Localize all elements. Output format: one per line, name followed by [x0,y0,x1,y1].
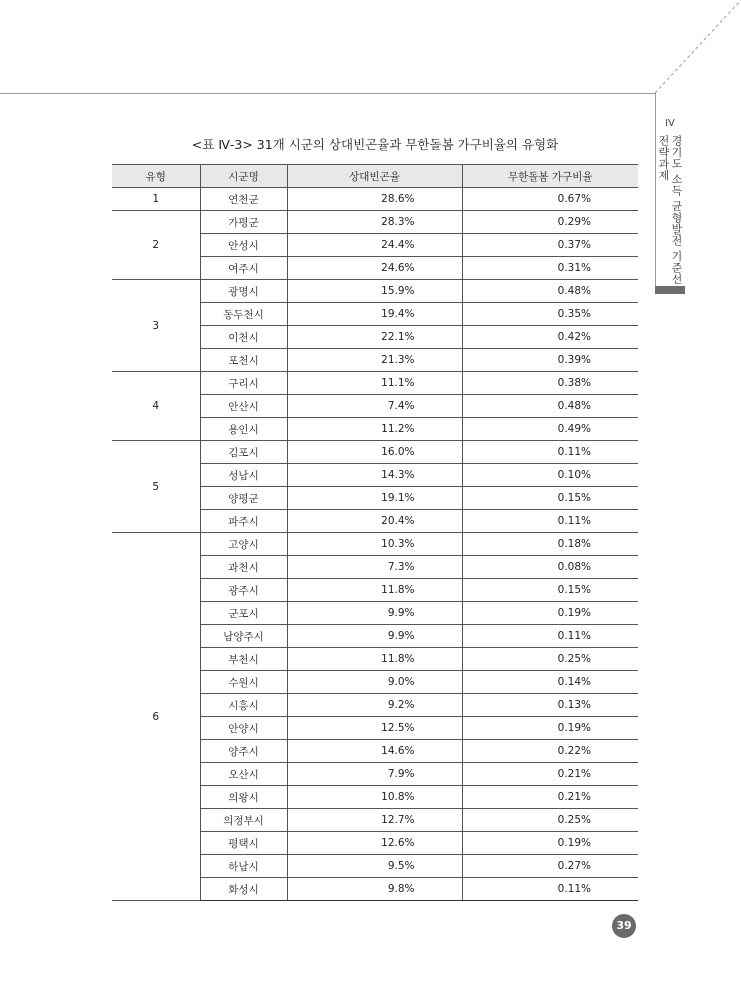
header-care-ratio: 무한돌봄 가구비율 [462,165,638,188]
poverty-rate-cell: 28.3% [287,211,462,234]
care-ratio-cell: 0.21% [462,763,638,786]
type-cell: 6 [112,533,200,901]
care-ratio-cell: 0.39% [462,349,638,372]
care-ratio-cell: 0.13% [462,694,638,717]
poverty-rate-cell: 10.3% [287,533,462,556]
city-cell: 포천시 [200,349,287,372]
poverty-rate-cell: 19.4% [287,303,462,326]
header-poverty-rate: 상대빈곤율 [287,165,462,188]
poverty-rate-cell: 14.3% [287,464,462,487]
poverty-rate-cell: 12.7% [287,809,462,832]
chapter-number: IV [665,118,675,129]
care-ratio-cell: 0.48% [462,280,638,303]
poverty-rate-cell: 9.8% [287,878,462,901]
type-cell: 3 [112,280,200,372]
city-cell: 양평군 [200,487,287,510]
poverty-rate-cell: 7.4% [287,395,462,418]
chapter-bar [655,286,685,294]
city-cell: 성남시 [200,464,287,487]
table-header-row [112,165,638,188]
table-row [112,533,638,556]
city-cell: 수원시 [200,671,287,694]
care-ratio-cell: 0.11% [462,510,638,533]
city-cell: 양주시 [200,740,287,763]
care-ratio-cell: 0.19% [462,717,638,740]
city-cell: 화성시 [200,878,287,901]
city-cell: 오산시 [200,763,287,786]
city-cell: 평택시 [200,832,287,855]
city-cell: 여주시 [200,257,287,280]
poverty-rate-cell: 9.5% [287,855,462,878]
table-caption: <표 Ⅳ-3> 31개 시군의 상대빈곤율과 무한돌봄 가구비율의 유형화 [191,137,559,152]
poverty-rate-cell: 7.3% [287,556,462,579]
poverty-rate-cell: 28.6% [287,188,462,211]
poverty-rate-cell: 10.8% [287,786,462,809]
city-cell: 용인시 [200,418,287,441]
care-ratio-cell: 0.49% [462,418,638,441]
city-cell: 과천시 [200,556,287,579]
care-ratio-cell: 0.08% [462,556,638,579]
care-ratio-cell: 0.19% [462,832,638,855]
poverty-rate-cell: 15.9% [287,280,462,303]
poverty-rate-cell: 24.6% [287,257,462,280]
care-ratio-cell: 0.21% [462,786,638,809]
table-row [112,441,638,464]
type-cell: 1 [112,188,200,211]
care-ratio-cell: 0.19% [462,602,638,625]
city-cell: 김포시 [200,441,287,464]
city-cell: 이천시 [200,326,287,349]
care-ratio-cell: 0.67% [462,188,638,211]
city-cell: 안양시 [200,717,287,740]
poverty-rate-cell: 16.0% [287,441,462,464]
city-cell: 파주시 [200,510,287,533]
table-row [112,188,638,211]
poverty-rate-cell: 21.3% [287,349,462,372]
city-cell: 광명시 [200,280,287,303]
care-ratio-cell: 0.11% [462,625,638,648]
city-cell: 연천군 [200,188,287,211]
poverty-rate-cell: 12.6% [287,832,462,855]
city-cell: 동두천시 [200,303,287,326]
poverty-rate-cell: 22.1% [287,326,462,349]
city-cell: 부천시 [200,648,287,671]
care-ratio-cell: 0.15% [462,487,638,510]
city-cell: 구리시 [200,372,287,395]
poverty-rate-cell: 12.5% [287,717,462,740]
care-ratio-cell: 0.29% [462,211,638,234]
poverty-rate-cell: 11.1% [287,372,462,395]
table-row [112,372,638,395]
city-cell: 가평군 [200,211,287,234]
city-cell: 군포시 [200,602,287,625]
care-ratio-cell: 0.48% [462,395,638,418]
care-ratio-cell: 0.35% [462,303,638,326]
city-cell: 하남시 [200,855,287,878]
poverty-rate-cell: 9.9% [287,625,462,648]
type-cell: 4 [112,372,200,441]
poverty-rate-cell: 11.2% [287,418,462,441]
care-ratio-cell: 0.15% [462,579,638,602]
care-ratio-cell: 0.18% [462,533,638,556]
table-row [112,211,638,234]
poverty-rate-cell: 7.9% [287,763,462,786]
poverty-rate-cell: 20.4% [287,510,462,533]
care-ratio-cell: 0.25% [462,809,638,832]
type-cell: 5 [112,441,200,533]
poverty-rate-cell: 9.0% [287,671,462,694]
header-rule [0,93,655,94]
type-cell: 2 [112,211,200,280]
chapter-tab [655,118,685,295]
city-cell: 의정부시 [200,809,287,832]
care-ratio-cell: 0.37% [462,234,638,257]
city-cell: 의왕시 [200,786,287,809]
page-number: 39 [612,914,636,938]
poverty-rate-cell: 9.9% [287,602,462,625]
poverty-rate-cell: 9.2% [287,694,462,717]
care-ratio-cell: 0.27% [462,855,638,878]
city-cell: 시흥시 [200,694,287,717]
table-body [112,188,638,901]
city-cell: 안산시 [200,395,287,418]
table-row [112,280,638,303]
header-type: 유형 [112,165,200,188]
corner-fold-decoration [0,0,741,100]
care-ratio-cell: 0.38% [462,372,638,395]
poverty-rate-cell: 11.8% [287,648,462,671]
poverty-rate-cell: 14.6% [287,740,462,763]
poverty-rate-cell: 11.8% [287,579,462,602]
city-cell: 남양주시 [200,625,287,648]
care-ratio-cell: 0.14% [462,671,638,694]
header-city: 시군명 [200,165,287,188]
data-table [112,164,638,901]
city-cell: 고양시 [200,533,287,556]
care-ratio-cell: 0.42% [462,326,638,349]
care-ratio-cell: 0.31% [462,257,638,280]
care-ratio-cell: 0.11% [462,878,638,901]
care-ratio-cell: 0.22% [462,740,638,763]
city-cell: 광주시 [200,579,287,602]
poverty-rate-cell: 19.1% [287,487,462,510]
chapter-title: 경기도 소득 균형발전 기준선 전략과제 [657,135,683,285]
care-ratio-cell: 0.11% [462,441,638,464]
city-cell: 안성시 [200,234,287,257]
care-ratio-cell: 0.10% [462,464,638,487]
care-ratio-cell: 0.25% [462,648,638,671]
poverty-rate-cell: 24.4% [287,234,462,257]
